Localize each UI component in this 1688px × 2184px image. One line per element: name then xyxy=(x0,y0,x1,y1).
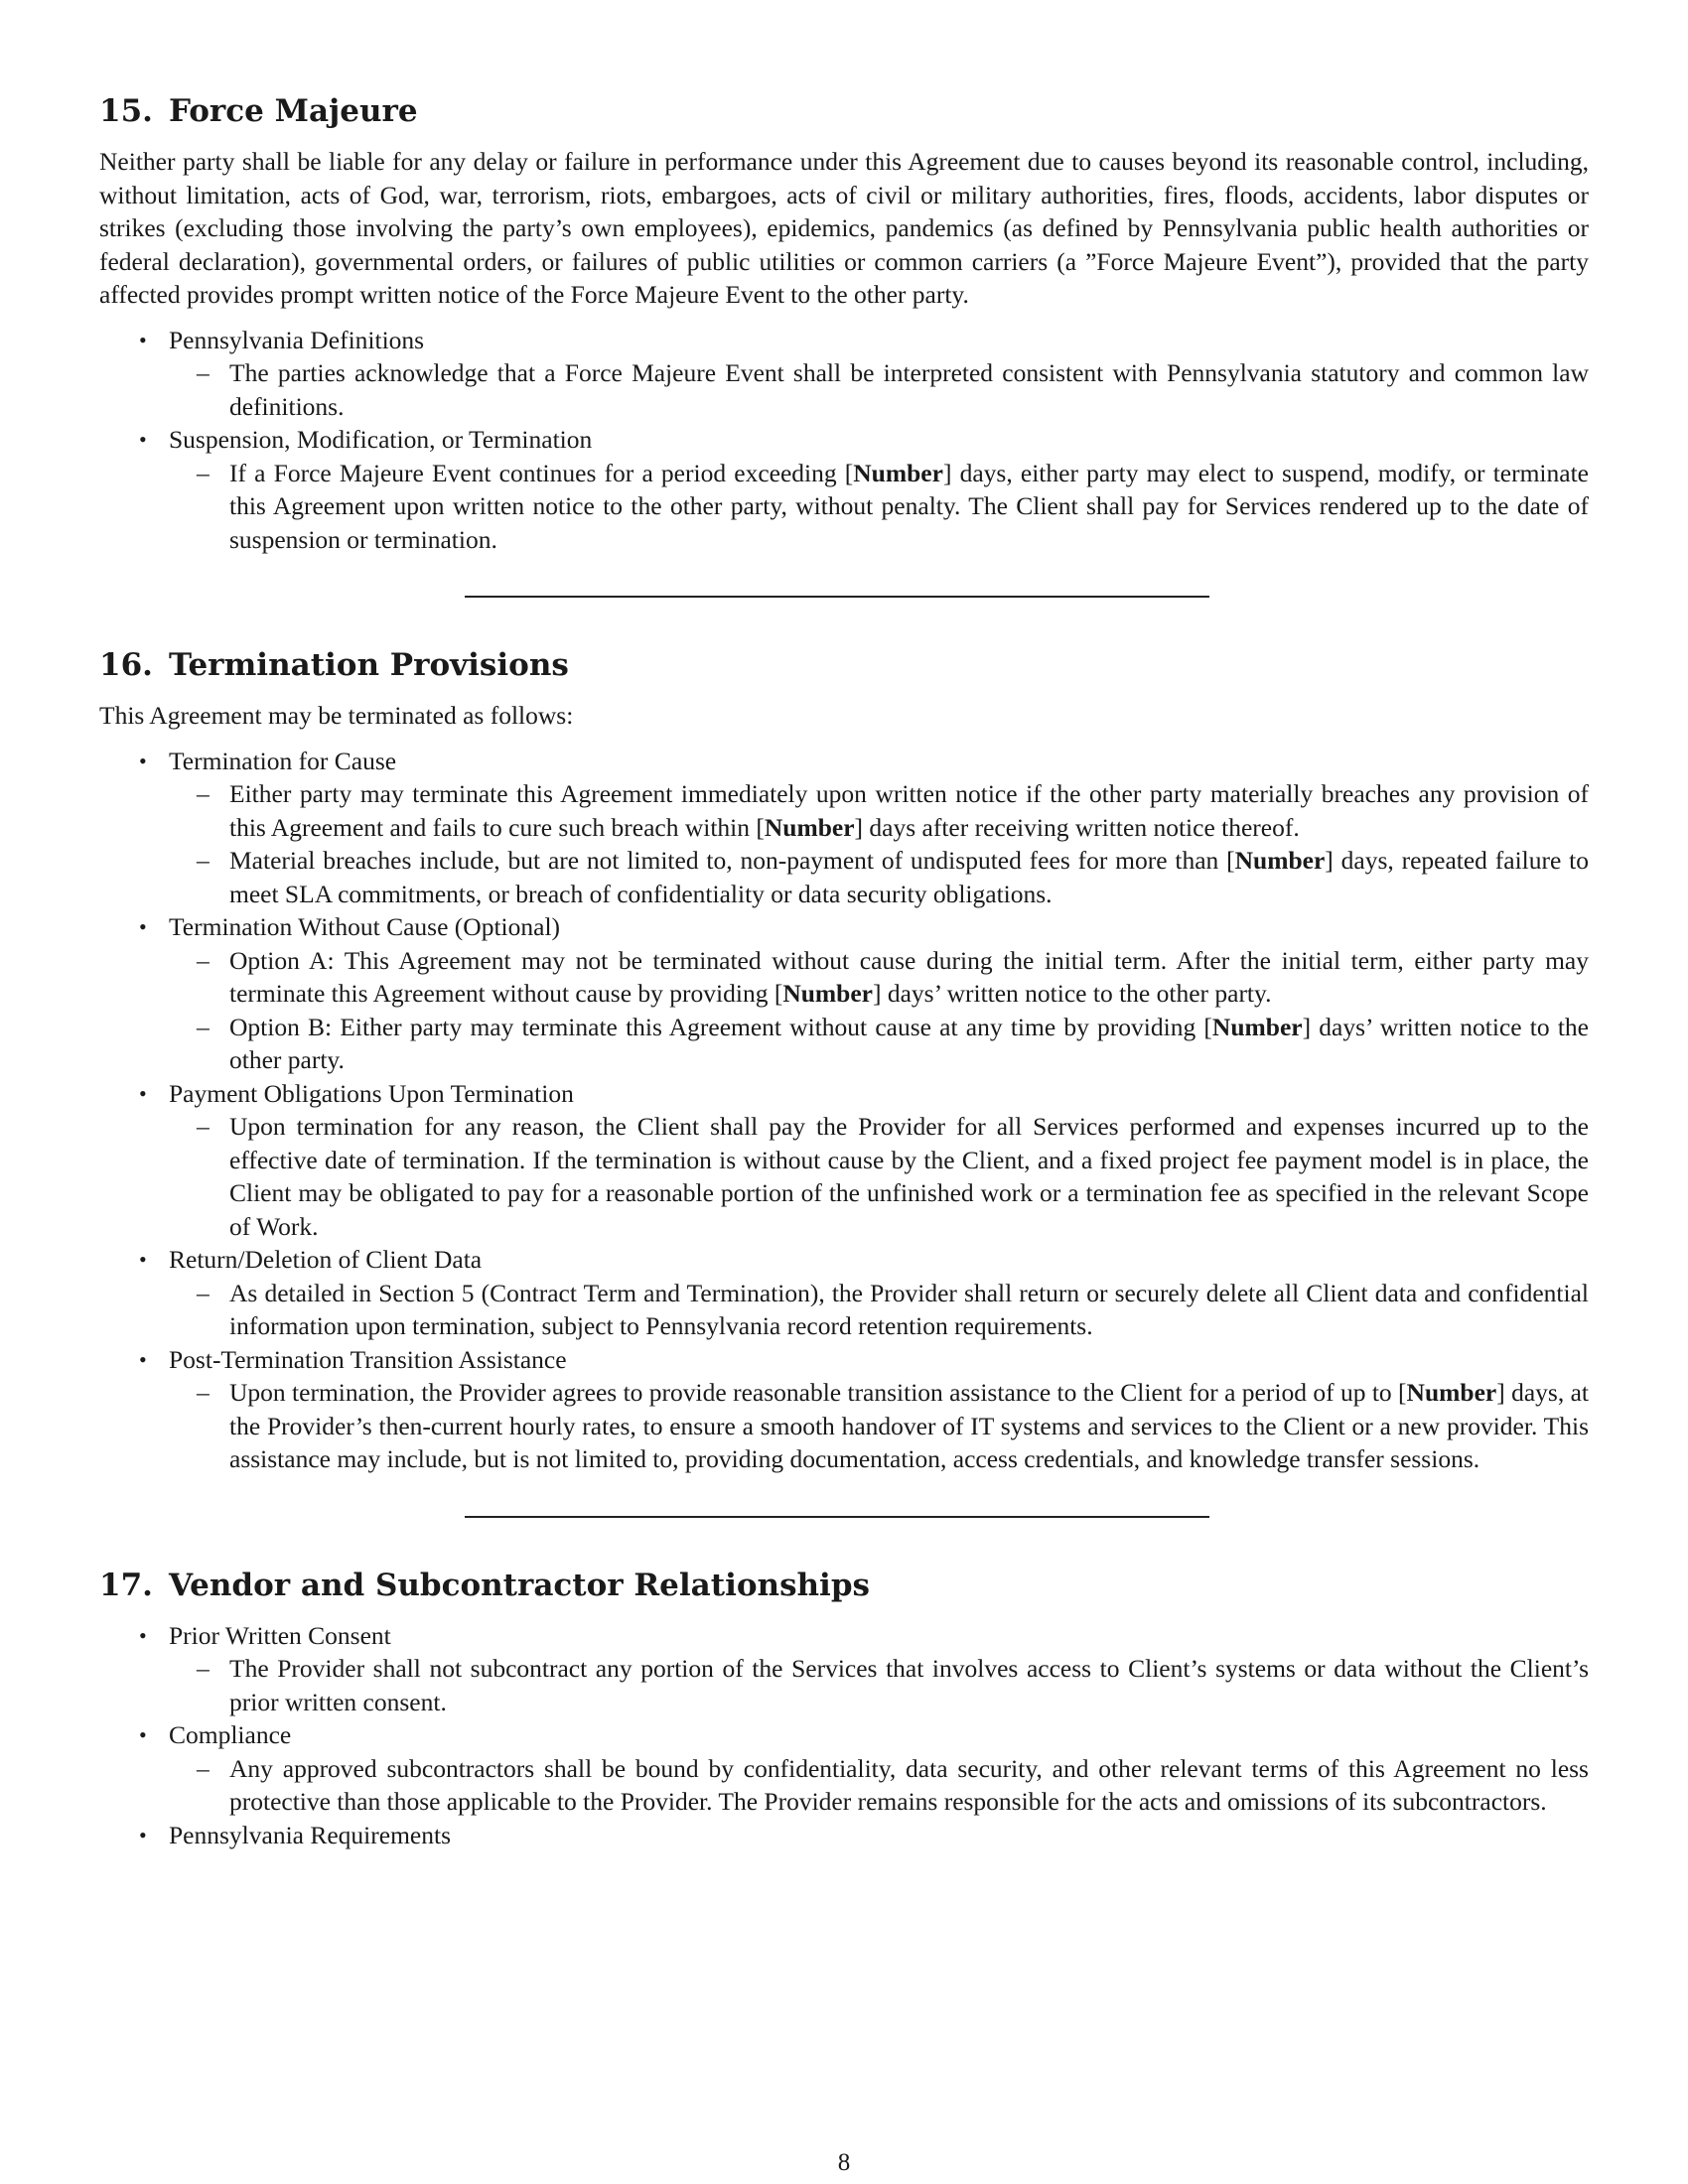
dash-icon: – xyxy=(197,1753,210,1783)
sub-list-item: – Upon termination, the Provider agrees to provide reasonable transition assistance to the Client for a period of up to [Number] days, at the Provider’s then-current hourly rates, to ensure a smooth handover of IT systems and services to the Client or a new provider. This assistance may include, but is not limited to, providing documentation, access credentials, and knowledge transfer sessions. xyxy=(197,1378,1589,1473)
list-item: • Post-Termination Transition Assistance – Upon termination, the Provider agrees to provide reasonable transition assistance to the Client for a period of up to [Number] days, at the Provider’s then-current hourly rates, to ensure a smooth handover of IT systems and services to the Client or a new provider. This assistance may include, but is not limited to, providing documentation, access credentials, and knowledge transfer sessions. xyxy=(99,1343,1589,1476)
page-number: 8 xyxy=(837,2149,851,2176)
section-heading: 15. Force Majeure xyxy=(99,93,418,129)
sub-list-item: – Option A: This Agreement may not be terminated without cause during the initial term. After the initial term, either party may terminate this Agreement without cause by providing [Number] days’ written notice to the other party. xyxy=(197,945,1589,1008)
sub-list xyxy=(169,1110,1589,1243)
bullet-icon: • xyxy=(139,1247,147,1272)
section-intro: This Agreement may be terminated as follows: xyxy=(99,701,574,730)
sub-list-item: – Any approved subcontractors shall be bound by confidentiality, data security, and other relevant terms of this Agreement no less protective than those applicable to the Provider. The Provider remains responsible for the acts and omissions of its subcontractors. xyxy=(197,1753,1589,1816)
bullet-icon: • xyxy=(139,914,147,939)
list-item: • Termination for Cause – Either party may terminate this Agreement immediately upon written notice if the other party materially breaches any provision of this Agreement and fails to cure such breach within [Number] days after receiving written notice thereof. – Material breaches include, but are not limited to, non-payment of undisputed fees for more than [Number] days, repeated failure to meet SLA commitments, or breach of confidentiality or data security obligations. xyxy=(99,745,1589,911)
section-16 xyxy=(99,645,1589,1476)
list-item: • Termination Without Cause (Optional) – Option A: This Agreement may not be terminated without cause during the initial term. After the initial term, either party may terminate this Agreement without cause by providing [Number] days’ written notice to the other party. – Option B: Either party may terminate this Agreement without cause at any time by providing [Number] days’ written notice to the other party. xyxy=(99,910,1589,1077)
section-17 xyxy=(99,1566,1589,1852)
list-item: • Payment Obligations Upon Termination – Upon termination for any reason, the Client shall pay the Provider for all Services performed and expenses incurred up to the effective date of termination. If the termination is without cause by the Client, and a fixed project fee payment model is in place, the Client may be obligated to pay for a reasonable portion of the unfinished work or a termination fee as specified in the relevant Scope of Work. xyxy=(99,1077,1589,1244)
dash-icon: – xyxy=(197,1654,210,1683)
section-title: Termination Provisions xyxy=(168,647,569,683)
sub-list-item: – Upon termination for any reason, the Client shall pay the Provider for all Services performed and expenses incurred up to the effective date of termination. If the termination is without cause by the Client, and a fixed project fee payment model is in place, the Client may be obligated to pay for a reasonable portion of the unfinished work or a termination fee as specified in the relevant Scope of Work. xyxy=(197,1112,1589,1241)
dash-icon: – xyxy=(197,1378,210,1407)
list-item: • Compliance – Any approved subcontractors shall be bound by confidentiality, data security, and other relevant terms of this Agreement no less protective than those applicable to the Provider. The Provider remains responsible for the acts and omissions of its subcontractors. xyxy=(99,1718,1589,1819)
bullet-icon: • xyxy=(139,1722,147,1747)
section-title: Vendor and Subcontractor Relationships xyxy=(168,1567,870,1603)
bullet-icon: • xyxy=(139,1346,147,1372)
dash-icon: – xyxy=(197,945,210,975)
section-15 xyxy=(99,91,1589,556)
list-item: • Pennsylvania Requirements xyxy=(99,1819,1589,1852)
section-heading: 16. Termination Provisions xyxy=(99,647,569,683)
bullet-icon: • xyxy=(139,748,147,773)
bullet-list xyxy=(99,1619,1589,1852)
section-intro: Neither party shall be liable for any delay or failure in performance under this Agreement due to causes beyond its reasonable control, including, without limitation, acts of God, war, terrorism, riots, embargoes, acts of civil or military authorities, fires, floods, accidents, labor disputes or strikes (excluding those involving the party’s own employees), epidemics, pandemics (as defined by Pennsylvania public health authorities or federal declaration), governmental orders, or failures of public utilities or common carriers (a ”Force Majeure Event”), provided that the party affected provides prompt written notice of the Force Majeure Event to the other party. xyxy=(99,147,1589,309)
section-divider xyxy=(465,596,1209,598)
sub-list-item: – The Provider shall not subcontract any portion of the Services that involves access to Client’s systems or data without the Client’s prior written consent. xyxy=(197,1654,1589,1716)
dash-icon: – xyxy=(197,1278,210,1307)
document-page xyxy=(99,91,1589,1851)
sub-list xyxy=(169,944,1589,1077)
dash-icon: – xyxy=(197,846,210,875)
sub-list xyxy=(169,1277,1589,1343)
list-item: • Prior Written Consent – The Provider shall not subcontract any portion of the Services that involves access to Client’s systems or data without the Client’s prior written consent. xyxy=(99,1619,1589,1719)
dash-icon: – xyxy=(197,358,210,387)
bullet-icon: • xyxy=(139,327,147,352)
sub-list-item: – Either party may terminate this Agreement immediately upon written notice if the other party materially breaches any provision of this Agreement and fails to cure such breach within [Number] days after receiving written notice thereof. xyxy=(197,779,1589,842)
sub-list-item: – Option B: Either party may terminate this Agreement without cause at any time by providing [Number] days’ written notice to the other party. xyxy=(197,1012,1589,1074)
sub-list-item: – Material breaches include, but are not limited to, non-payment of undisputed fees for more than [Number] days, repeated failure to meet SLA commitments, or breach of confidentiality or data security obligations. xyxy=(197,846,1589,908)
dash-icon: – xyxy=(197,779,210,808)
bullet-icon: • xyxy=(139,427,147,452)
dash-icon: – xyxy=(197,1112,210,1141)
sub-list xyxy=(169,1752,1589,1819)
bullet-list xyxy=(99,745,1589,1476)
sub-list xyxy=(169,777,1589,910)
bullet-list xyxy=(99,324,1589,557)
sub-list xyxy=(169,457,1589,557)
bullet-icon: • xyxy=(139,1622,147,1648)
sub-list xyxy=(169,1376,1589,1476)
sub-list xyxy=(169,356,1589,423)
list-item: • Pennsylvania Definitions – The parties acknowledge that a Force Majeure Event shall be interpreted consistent with Pennsylvania statutory and common law definitions. xyxy=(99,324,1589,424)
sub-list xyxy=(169,1652,1589,1718)
dash-icon: – xyxy=(197,1012,210,1041)
sub-list-item: – If a Force Majeure Event continues for a period exceeding [Number] days, either party may elect to suspend, modify, or terminate this Agreement upon written notice to the other party, without penalty. The Client shall pay for Services rendered up to the date of suspension or termination. xyxy=(197,458,1589,554)
list-item: • Suspension, Modification, or Termination – If a Force Majeure Event continues for a period exceeding [Number] days, either party may elect to suspend, modify, or terminate this Agreement upon written notice to the other party, without penalty. The Client shall pay for Services rendered up to the date of suspension or termination. xyxy=(99,423,1589,556)
bullet-icon: • xyxy=(139,1080,147,1106)
section-divider xyxy=(465,1516,1209,1518)
dash-icon: – xyxy=(197,458,210,487)
section-heading: 17. Vendor and Subcontractor Relationships xyxy=(99,1567,870,1603)
sub-list-item: – As detailed in Section 5 (Contract Term and Termination), the Provider shall return or securely delete all Client data and confidential information upon termination, subject to Pennsylvania record retention requirements. xyxy=(197,1278,1589,1340)
list-item: • Return/Deletion of Client Data – As detailed in Section 5 (Contract Term and Termination), the Provider shall return or securely delete all Client data and confidential information upon termination, subject to Pennsylvania record retention requirements. xyxy=(99,1243,1589,1343)
bullet-icon: • xyxy=(139,1822,147,1847)
sub-list-item: – The parties acknowledge that a Force Majeure Event shall be interpreted consistent with Pennsylvania statutory and common law definitions. xyxy=(197,358,1589,421)
section-title: Force Majeure xyxy=(168,93,418,129)
